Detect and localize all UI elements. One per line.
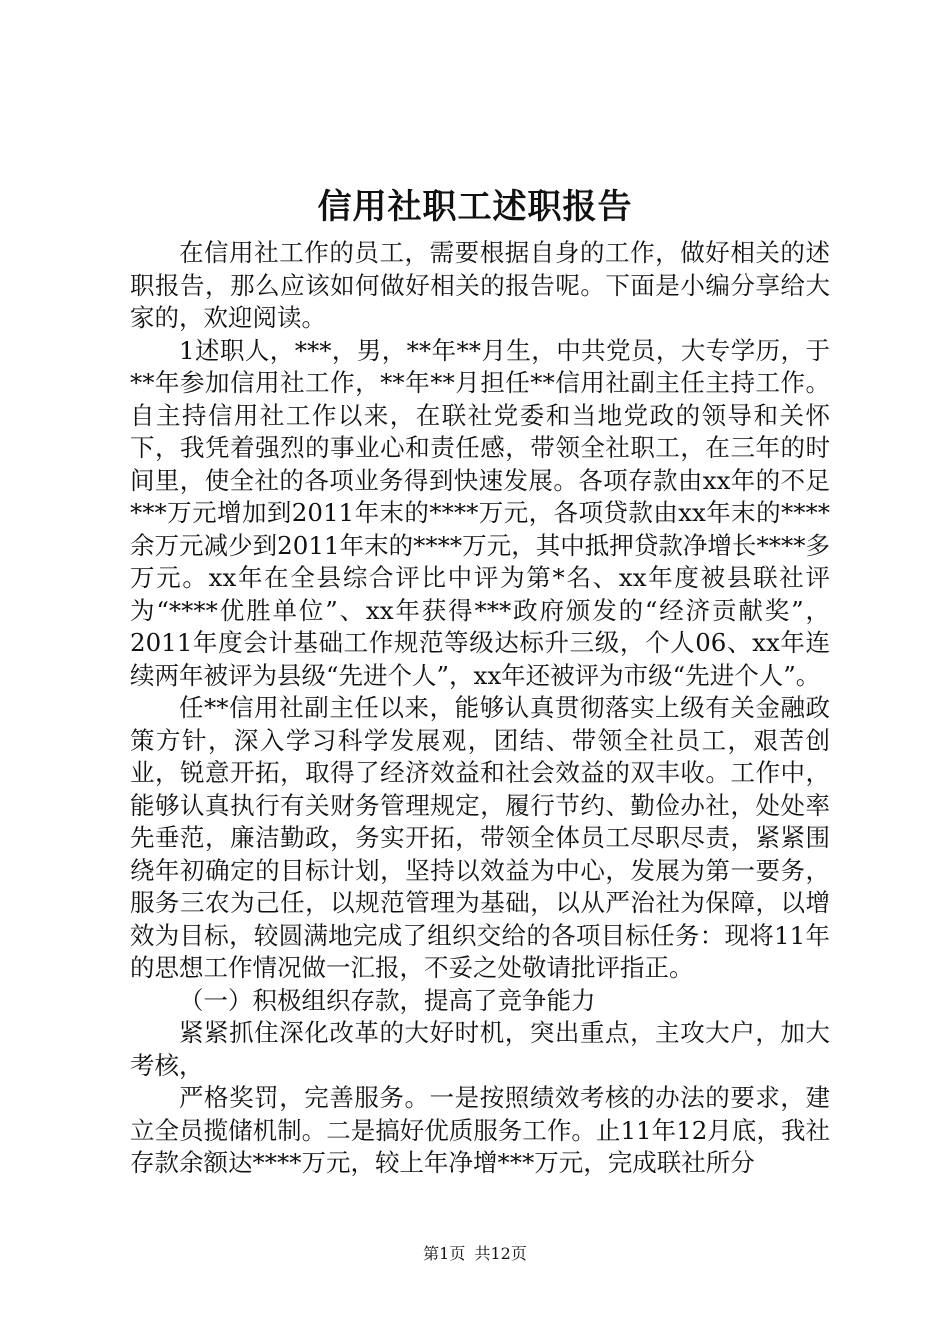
paragraph-deposits-2: 严格奖罚，完善服务。一是按照绩效考核的办法的要求，建立全员揽储机制。二是搞好优质服务工作。止11年12月底，我社存款余额达****万元，较上年净增***万元，完成联社所分 xyxy=(130,1083,830,1177)
paragraph-profile: 1述职人，***，男，**年**月生，中共党员，大专学历，于**年参加信用社工作，**年**月担任**信用社副主任主持工作。自主持信用社工作以来，在联社党委和当地党政的领导和关怀下，我凭着强烈的事业心和责任感，带领全社职工，在三年的时间里，使全社的各项业务得到快速发展。各项存款由xx年的不足***万元增加到2011年末的****万元，各项贷款由xx年末的****余万元减少到2011年末的****万元，其中抵押贷款净增长****多万元。xx年在全县综合评比中评为第*名、xx年度被县联社评为“****优胜单位”、xx年获得***政府颁发的“经济贡献奖”，2011年度会计基础工作规范等级达标升三级，个人06、xx年连续两年被评为县级“先进个人”，xx年还被评为市级“先进个人”。 xyxy=(130,335,830,690)
paragraph-intro: 在信用社工作的员工，需要根据自身的工作，做好相关的述职报告，那么应该如何做好相关的报告呢。下面是小编分享给大家的，欢迎阅读。 xyxy=(130,238,830,332)
page-total: 共12页 xyxy=(474,1244,527,1263)
page-footer xyxy=(0,1242,950,1266)
page-number: 第1页 xyxy=(423,1244,466,1263)
section-heading: （一）积极组织存款，提高了竞争能力 xyxy=(179,985,596,1015)
paragraph-duties: 任**信用社副主任以来，能够认真贯彻落实上级有关金融政策方针，深入学习科学发展观，团结、带领全社员工，艰苦创业，锐意开拓，取得了经济效益和社会效益的双丰收。工作中，能够认真执行有关财务管理规定，履行节约、勤俭办社，处处率先垂范，廉洁勤政，务实开拓，带领全体员工尽职尽责，紧紧围绕年初确定的目标计划，坚持以效益为中心，发展为第一要务，服务三农为己任，以规范管理为基础，以从严治社为保障，以增效为目标，较圆满地完成了组织交给的各项目标任务：现将11年的思想工作情况做一汇报，不妥之处敬请批评指正。 xyxy=(130,693,830,982)
paragraph-deposits-1: 紧紧抓住深化改革的大好时机，突出重点，主攻大户，加大考核， xyxy=(130,1018,830,1080)
document-body xyxy=(130,237,830,1180)
document-title: 信用社职工述职报告 xyxy=(317,187,633,227)
